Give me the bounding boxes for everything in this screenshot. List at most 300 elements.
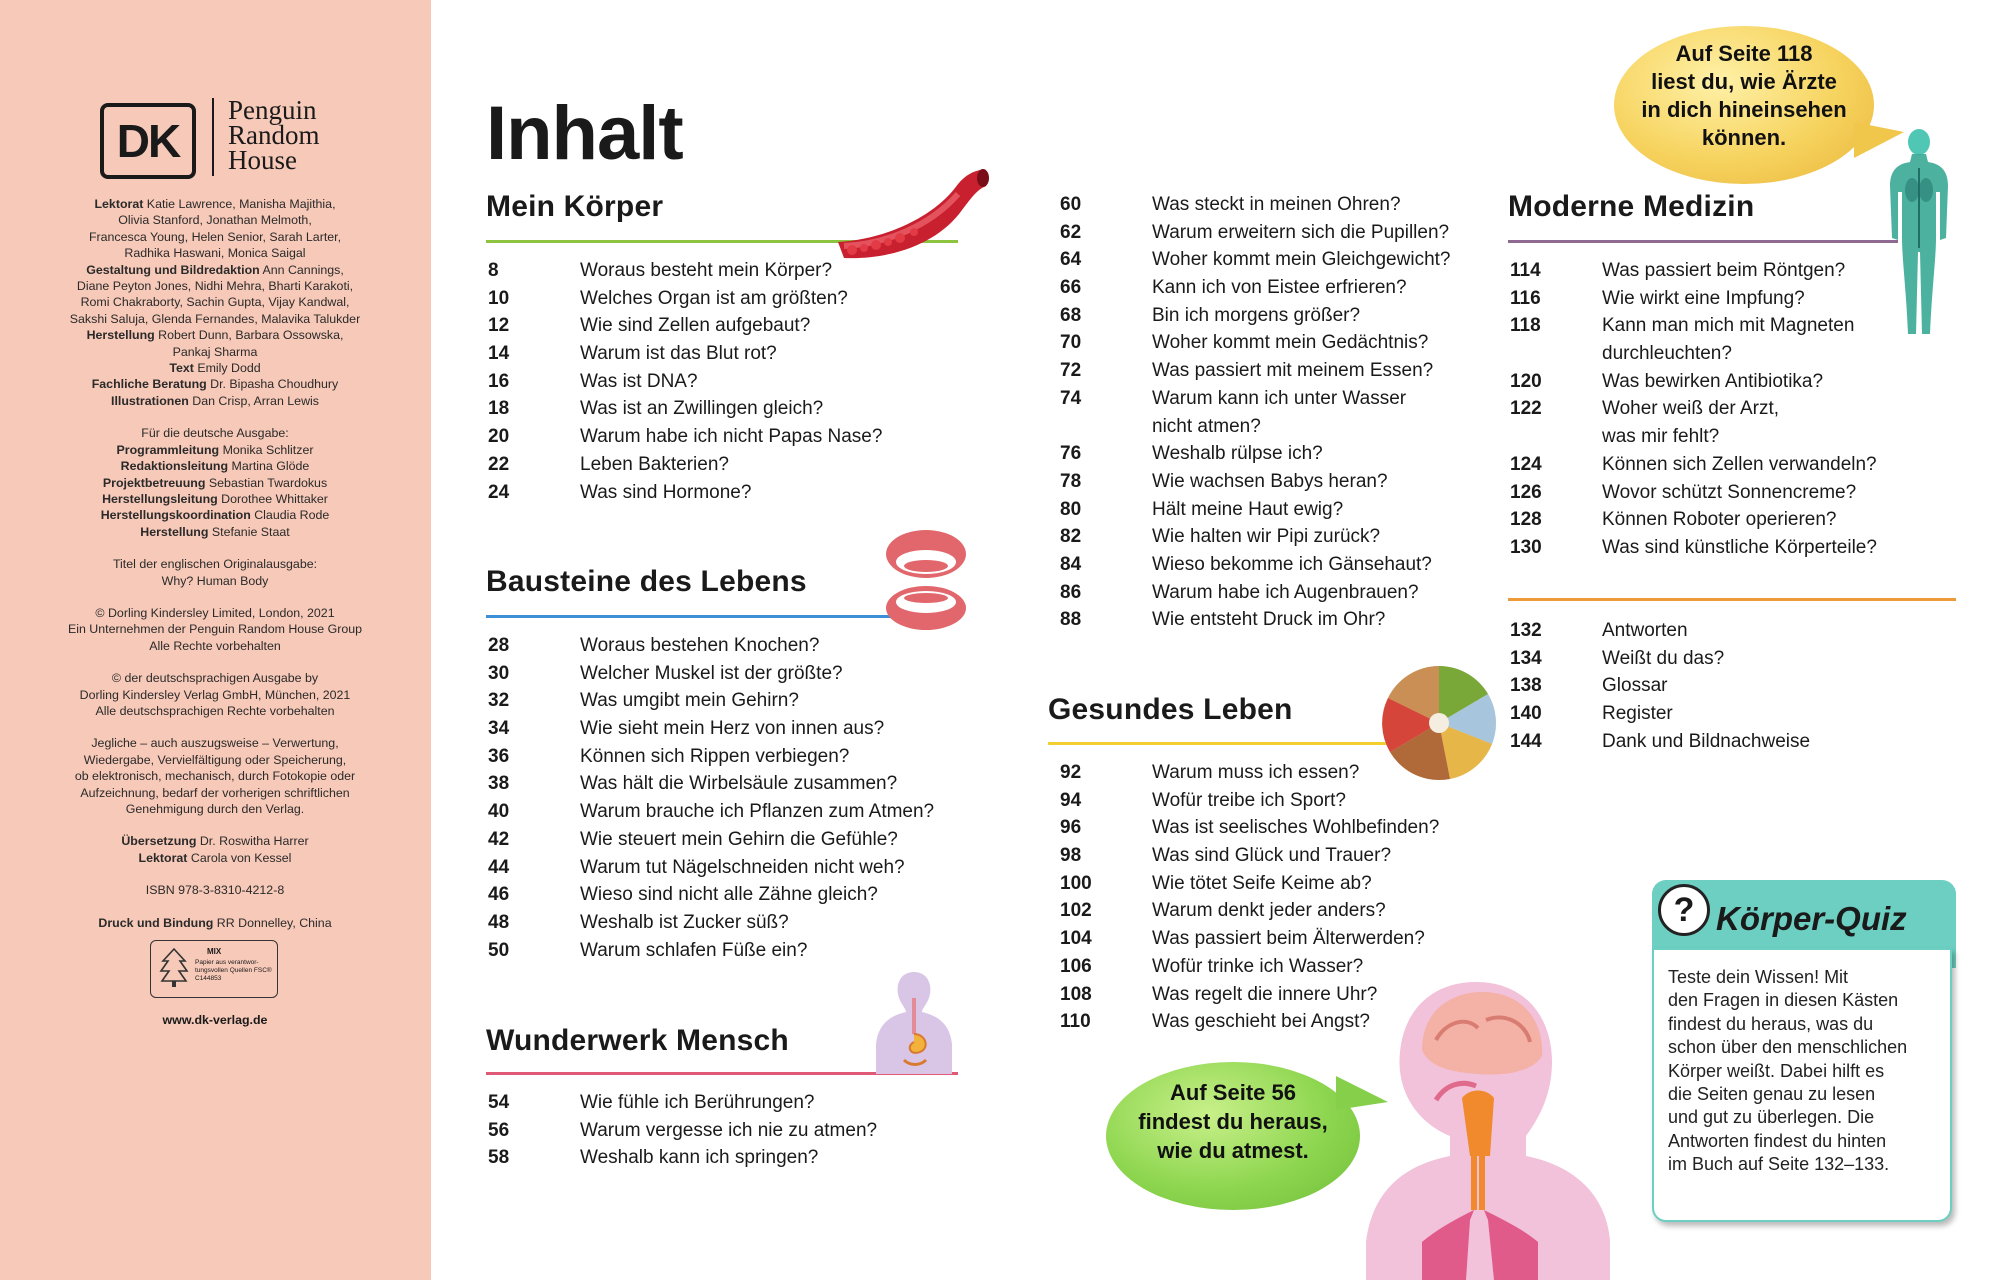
toc-entry-title: Können sich Zellen verwandeln? — [1602, 453, 1877, 475]
credit-names: Jegliche – auch auszugsweise – Verwertung, — [91, 736, 339, 751]
quiz-text-line: schon über den menschlichen — [1668, 1037, 1908, 1058]
toc-page-number: 34 — [488, 718, 510, 740]
credit-names: © der deutschsprachigen Ausgabe by — [111, 671, 319, 686]
credit-line — [40, 425, 390, 441]
toc-entry-title: Was bewirken Antibiotika? — [1602, 370, 1824, 392]
quiz-title: Körper-Quiz — [1716, 900, 1907, 937]
toc-entry-title: Wie wirkt eine Impfung? — [1602, 287, 1805, 309]
toc-entry[interactable] — [488, 690, 988, 718]
toc-entry[interactable] — [1510, 731, 1930, 759]
toc-entry-title: Wovor schützt Sonnencreme? — [1602, 481, 1857, 503]
toc-entry[interactable] — [1060, 277, 1500, 305]
fsc-tree-icon — [157, 945, 191, 991]
credit-names: © Dorling Kindersley Limited, London, 2021 — [95, 605, 335, 620]
toc-page-number: 50 — [488, 939, 510, 961]
credit-line — [40, 491, 390, 507]
toc-entry[interactable] — [1060, 817, 1500, 845]
toc-page-number: 48 — [488, 911, 510, 933]
toc-entry[interactable] — [488, 857, 988, 885]
credit-line — [40, 573, 390, 589]
toc-entry[interactable] — [488, 343, 988, 371]
credit-names: Francesca Young, Helen Senior, Sarah Larter, — [88, 229, 342, 244]
toc-page-number: 88 — [1060, 609, 1082, 631]
toc-entry-title: Wie entsteht Druck im Ohr? — [1152, 609, 1386, 631]
callout-bubble-page-56 — [1106, 1062, 1360, 1210]
bubble-line: liest du, wie Ärzte — [1651, 69, 1837, 94]
credit-line — [40, 801, 390, 817]
credit-role: Lektorat — [94, 197, 144, 211]
section-title-wunderwerk: Wunderwerk Mensch — [486, 1024, 789, 1057]
toc-entry-title: Was geschieht bei Angst? — [1152, 1011, 1370, 1033]
credit-names: RR Donnelley, China — [213, 915, 332, 930]
toc-entry[interactable] — [488, 829, 988, 857]
credit-role: Gestaltung und Bildredaktion — [86, 262, 260, 277]
toc-entry-title: Woher weiß der Arzt, — [1602, 398, 1780, 420]
toc-page-number: 42 — [488, 828, 510, 850]
credit-names: ob elektronisch, mechanisch, durch Fotokopie oder — [74, 769, 356, 784]
toc-entry-title: Was steckt in meinen Ohren? — [1152, 194, 1401, 215]
fsc-text: Papier aus verantwor-tungsvollen Quellen FSC® C144853 — [195, 959, 272, 982]
credit-line — [40, 850, 390, 866]
toc-entry-title: Wie halten wir Pipi zurück? — [1152, 526, 1381, 548]
toc-entry[interactable] — [488, 718, 988, 746]
toc-entry[interactable] — [488, 482, 988, 510]
toc-page-number: 96 — [1060, 817, 1082, 839]
bubble-line: Auf Seite 118 — [1675, 41, 1813, 66]
toc-page-number: 120 — [1510, 370, 1542, 392]
credit-role: Fachliche Beratung — [91, 377, 207, 392]
quiz-text-line: den Fragen in diesen Kästen — [1668, 990, 1899, 1011]
toc-page-number: 76 — [1060, 443, 1082, 465]
credit-names: Olivia Stanford, Jonathan Melmoth, — [118, 213, 312, 228]
toc-page-number: 14 — [488, 343, 510, 365]
toc-entry-title: Was ist DNA? — [580, 370, 698, 392]
credit-gap — [40, 409, 390, 425]
toc-list-bausteine — [488, 635, 988, 967]
toc-entry[interactable] — [1060, 554, 1500, 582]
toc-entry-title: Woraus besteht mein Körper? — [580, 260, 833, 281]
credit-role: Projektbetreuung — [102, 475, 206, 490]
page-title: Inhalt — [486, 91, 683, 176]
toc-page-number: 128 — [1510, 509, 1542, 531]
credits-panel — [0, 0, 431, 1280]
toc-entry[interactable] — [1510, 288, 1930, 316]
credit-line — [40, 196, 390, 212]
toc-entry[interactable] — [488, 746, 988, 774]
callout-bubble-page-118 — [1614, 26, 1874, 184]
credit-names: Pankaj Sharma — [172, 344, 258, 359]
credit-line — [40, 621, 390, 637]
toc-list-wunderwerk-continued — [1060, 194, 1500, 637]
credit-role: Herstellung — [140, 524, 209, 539]
website-link[interactable]: www.dk-verlag.de — [162, 1013, 268, 1027]
toc-entry[interactable] — [488, 288, 988, 316]
credit-names: Why? Human Body — [161, 573, 269, 588]
toc-entry[interactable] — [1510, 315, 1930, 370]
toc-page-number: 106 — [1060, 955, 1092, 977]
credit-names: Genehmigung durch den Verlag. — [125, 802, 305, 816]
credit-line — [40, 605, 390, 621]
toc-entry-title: Antworten — [1602, 620, 1688, 641]
toc-entry[interactable] — [1060, 499, 1500, 527]
credit-names: Dorling Kindersley Verlag GmbH, München, 2021 — [79, 687, 351, 702]
toc-entry-title: Bin ich morgens größer? — [1152, 304, 1361, 326]
toc-entry-title: Warum kann ich unter Wasser — [1152, 387, 1407, 409]
toc-entry-title: Warum schlafen Füße ein? — [580, 939, 808, 961]
credit-gap — [40, 866, 390, 882]
toc-entry[interactable] — [488, 426, 988, 454]
toc-page-number: 82 — [1060, 526, 1082, 548]
toc-entry-title: Welches Organ ist am größten? — [580, 287, 848, 309]
credit-line — [40, 638, 390, 654]
toc-entry[interactable] — [1510, 675, 1930, 703]
toc-entry[interactable] — [1060, 928, 1500, 956]
section-rule-gesundes-leben — [1048, 742, 1388, 745]
credit-line — [40, 882, 390, 898]
credit-role: Übersetzung — [121, 834, 197, 849]
toc-entry-title: Wofür treibe ich Sport? — [1152, 789, 1346, 811]
toc-page-number: 24 — [488, 481, 510, 503]
toc-entry-title: Weißt du das? — [1602, 647, 1725, 669]
toc-page-number: 58 — [488, 1147, 510, 1169]
credit-line — [40, 670, 390, 686]
credit-line — [40, 735, 390, 751]
credit-names: Dan Crisp, Arran Lewis — [188, 393, 319, 408]
toc-page-number: 72 — [1060, 360, 1082, 382]
credit-names: Wiedergabe, Vervielfältigung oder Speicherung, — [83, 752, 347, 767]
xray-body-illustration — [1886, 128, 1952, 338]
toc-page-number: 138 — [1510, 675, 1542, 697]
quiz-body — [1652, 948, 1952, 1222]
toc-entry[interactable] — [1510, 620, 1930, 648]
toc-entry[interactable] — [1510, 509, 1930, 537]
credit-line — [40, 262, 390, 278]
credit-line — [40, 475, 390, 491]
toc-page-number: 130 — [1510, 536, 1542, 558]
credit-line — [40, 703, 390, 719]
toc-entry-title: Können Roboter operieren? — [1602, 509, 1837, 531]
credit-line — [40, 376, 390, 392]
toc-entry-title: Wie sind Zellen aufgebaut? — [580, 315, 811, 337]
credit-names: Carola von Kessel — [187, 850, 292, 865]
toc-entry[interactable] — [488, 1092, 988, 1120]
credit-line — [40, 294, 390, 310]
credit-role: Programmleitung — [116, 442, 220, 457]
toc-entry[interactable] — [1060, 582, 1500, 610]
toc-page-number: 38 — [488, 773, 510, 795]
toc-list-anhang — [1510, 620, 1930, 758]
credit-names: Sakshi Saluja, Glenda Fernandes, Malavika Talukder — [69, 311, 361, 326]
toc-entry-title: Können sich Rippen verbiegen? — [580, 745, 850, 767]
section-title-moderne-medizin: Moderne Medizin — [1508, 190, 1755, 223]
toc-entry[interactable] — [488, 912, 988, 940]
toc-page-number: 8 — [488, 260, 499, 281]
toc-page-number: 108 — [1060, 983, 1092, 1005]
toc-entry-title: Wie tötet Seife Keime ab? — [1152, 872, 1372, 894]
toc-page-number: 102 — [1060, 900, 1092, 922]
toc-entry-title: Wie wachsen Babys heran? — [1152, 470, 1388, 492]
credit-names: Dorothee Whittaker — [217, 491, 328, 506]
toc-entry[interactable] — [1510, 371, 1930, 399]
credit-role: Lektorat — [138, 850, 188, 865]
credit-role: Druck und Bindung — [98, 915, 214, 930]
credit-gap — [40, 654, 390, 670]
blood-vessel-illustration — [830, 160, 990, 260]
bubble-tail — [1336, 1076, 1388, 1110]
credit-line — [40, 687, 390, 703]
toc-page-number: 62 — [1060, 221, 1082, 243]
toc-entry[interactable] — [1060, 194, 1500, 222]
toc-page-number: 40 — [488, 801, 510, 823]
toc-entry-title: Was passiert beim Röntgen? — [1602, 260, 1846, 281]
toc-entry-title: Woher kommt mein Gedächtnis? — [1152, 332, 1429, 354]
toc-entry[interactable] — [1060, 526, 1500, 554]
toc-entry-title: Was sind künstliche Körperteile? — [1602, 536, 1877, 558]
toc-entry-title: Wofür trinke ich Wasser? — [1152, 955, 1364, 977]
toc-entry-title: Weshalb ist Zucker süß? — [580, 911, 789, 933]
credit-names: Diane Peyton Jones, Nidhi Mehra, Bharti Karakoti, — [76, 279, 354, 294]
credit-role: Herstellungskoordination — [100, 508, 251, 523]
toc-page-number: 134 — [1510, 647, 1542, 669]
toc-page-number: 86 — [1060, 581, 1082, 603]
credit-line — [40, 393, 390, 409]
toc-entry-title: Warum brauche ich Pflanzen zum Atmen? — [580, 801, 935, 823]
credit-role: Redaktionsleitung — [120, 459, 229, 474]
publisher-logo — [100, 95, 340, 178]
toc-entry[interactable] — [1060, 443, 1500, 471]
toc-page-number: 110 — [1060, 1011, 1091, 1033]
toc-page-number: 98 — [1060, 845, 1082, 867]
credit-names: Für die deutsche Ausgabe: — [141, 426, 289, 441]
toc-entry-title: Was sind Hormone? — [580, 481, 752, 503]
toc-entry-title: Wieso sind nicht alle Zähne gleich? — [580, 884, 878, 906]
toc-page-number: 20 — [488, 426, 510, 448]
toc-entry[interactable] — [1060, 249, 1500, 277]
bubble-line: Auf Seite 56 — [1170, 1080, 1296, 1105]
quiz-text-line: und gut zu überlegen. Die — [1668, 1107, 1875, 1128]
toc-entry-title: Warum vergesse ich nie zu atmen? — [580, 1119, 878, 1141]
toc-page-number: 104 — [1060, 928, 1092, 950]
toc-entry[interactable] — [488, 635, 988, 663]
toc-entry[interactable] — [1060, 845, 1500, 873]
teeth-illustration — [884, 528, 968, 632]
toc-entry-title: Wie fühle ich Berührungen? — [580, 1092, 815, 1113]
toc-entry[interactable] — [488, 398, 988, 426]
credit-line — [40, 360, 390, 376]
toc-page-number: 132 — [1510, 620, 1542, 641]
toc-entry-title: Glossar — [1602, 675, 1668, 697]
credit-names: Sebastian Twardokus — [205, 475, 328, 490]
toc-entry-title: Was ist seelisches Wohlbefinden? — [1152, 817, 1440, 839]
credit-gap — [40, 817, 390, 833]
toc-entry[interactable] — [488, 884, 988, 912]
prh-logo-text — [228, 95, 320, 175]
toc-entry[interactable] — [1060, 609, 1500, 637]
credit-line — [40, 311, 390, 327]
toc-page-number: 44 — [488, 856, 510, 878]
credit-gap — [40, 589, 390, 605]
credit-names: Ein Unternehmen der Penguin Random House Group — [67, 622, 363, 637]
credit-names: Robert Dunn, Barbara Ossowska, — [154, 328, 344, 343]
credit-names: Claudia Rode — [250, 508, 330, 523]
toc-entry[interactable] — [488, 260, 988, 288]
toc-entry-title: Was ist an Zwillingen gleich? — [580, 398, 824, 420]
bubble-tail — [1854, 122, 1904, 158]
credit-names: Romi Chakraborty, Sachin Gupta, Vijay Kandwal, — [80, 295, 350, 310]
toc-page-number: 144 — [1510, 730, 1542, 752]
toc-entry-title: Weshalb rülpse ich? — [1152, 443, 1323, 465]
toc-list-moderne-medizin — [1510, 260, 1930, 565]
quiz-text-line: im Buch auf Seite 132–133. — [1668, 1154, 1890, 1175]
credit-line — [40, 752, 390, 768]
toc-page-number: 114 — [1510, 260, 1541, 281]
credit-names: Radhika Haswani, Monica Saigal — [124, 246, 306, 261]
toc-entry-title: Hält meine Haut ewig? — [1152, 498, 1344, 520]
toc-page-number: 46 — [488, 884, 510, 906]
toc-entry[interactable] — [488, 1147, 988, 1175]
toc-page-number: 54 — [488, 1092, 510, 1113]
credit-line — [40, 212, 390, 228]
toc-entry-title: Weshalb kann ich springen? — [580, 1147, 819, 1169]
toc-page-number: 28 — [488, 635, 510, 656]
toc-entry-title: Woraus bestehen Knochen? — [580, 635, 820, 656]
toc-page-number: 140 — [1510, 703, 1542, 725]
toc-page-number: 92 — [1060, 762, 1082, 783]
credit-names: Stefanie Staat — [208, 524, 290, 539]
quiz-box — [1652, 880, 1956, 1232]
toc-entry[interactable] — [488, 801, 988, 829]
credit-line — [40, 344, 390, 360]
toc-entry[interactable] — [488, 315, 988, 343]
toc-entry[interactable] — [1060, 790, 1500, 818]
quiz-text-line: die Seiten genau zu lesen — [1668, 1084, 1876, 1105]
toc-entry[interactable] — [1060, 388, 1500, 443]
toc-page-number: 116 — [1510, 287, 1541, 309]
toc-page-number: 84 — [1060, 553, 1082, 575]
toc-page-number: 74 — [1060, 387, 1082, 409]
credit-names: Emily Dodd — [193, 361, 261, 376]
toc-page-number: 32 — [488, 690, 510, 712]
toc-entry-title: Woher kommt mein Gleichgewicht? — [1152, 249, 1451, 271]
digestive-body-illustration — [874, 968, 954, 1074]
prh-line: Penguin — [228, 95, 317, 125]
toc-entry-title: Warum habe ich nicht Papas Nase? — [580, 426, 883, 448]
toc-entry-title: Was umgibt mein Gehirn? — [580, 690, 799, 712]
toc-entry[interactable] — [1060, 873, 1500, 901]
toc-entry-title: Register — [1602, 703, 1673, 725]
toc-entry[interactable] — [488, 454, 988, 482]
credit-gap — [40, 719, 390, 735]
toc-entry[interactable] — [488, 940, 988, 968]
credit-role: Herstellung — [86, 328, 155, 343]
toc-entry-title: Warum muss ich essen? — [1152, 762, 1360, 783]
credit-names: Martina Glöde — [228, 459, 310, 474]
section-title-gesundes-leben: Gesundes Leben — [1048, 693, 1293, 726]
toc-entry[interactable] — [1060, 360, 1500, 388]
toc-page-number: 60 — [1060, 194, 1082, 215]
section-rule-anhang — [1508, 598, 1956, 601]
section-title-mein-koerper: Mein Körper — [486, 190, 664, 223]
toc-entry[interactable] — [1510, 703, 1930, 731]
toc-entry-title: Kann man mich mit Magneten — [1602, 315, 1855, 337]
credit-line — [40, 507, 390, 523]
credit-names: Ann Cannings, — [259, 262, 344, 277]
fsc-mix: MIX — [207, 947, 222, 956]
toc-entry[interactable] — [488, 1120, 988, 1148]
credit-names: Dr. Bipasha Choudhury — [206, 377, 339, 392]
toc-page-number: 56 — [488, 1119, 510, 1141]
toc-page-number: 70 — [1060, 332, 1082, 354]
bubble-line: in dich hineinsehen — [1641, 97, 1847, 122]
credit-role: Herstellungsleitung — [102, 491, 218, 506]
credit-names: Katie Lawrence, Manisha Majithia, — [143, 197, 336, 211]
toc-entry[interactable] — [488, 773, 988, 801]
toc-entry-title: Welcher Muskel ist der größte? — [580, 662, 843, 684]
toc-page-number: 78 — [1060, 470, 1082, 492]
credit-names: ISBN 978-3-8310-4212-8 — [145, 883, 285, 898]
toc-list-wunderwerk — [488, 1092, 988, 1175]
credit-names: Aufzeichnung, bedarf der vorherigen schriftlichen — [80, 785, 350, 800]
toc-page-number: 18 — [488, 398, 510, 420]
toc-entry-title-continued: durchleuchten? — [1602, 343, 1732, 365]
toc-entry[interactable] — [1060, 471, 1500, 499]
toc-page-number: 36 — [488, 745, 510, 767]
toc-entry-title: Leben Bakterien? — [580, 453, 729, 475]
toc-entry[interactable] — [488, 371, 988, 399]
credit-line — [40, 768, 390, 784]
toc-entry[interactable] — [488, 663, 988, 691]
toc-entry-title: Was passiert beim Älterwerden? — [1152, 928, 1425, 950]
toc-entry-title: Warum denkt jeder anders? — [1152, 900, 1386, 922]
toc-entry-title: Was passiert mit meinem Essen? — [1152, 360, 1434, 382]
toc-entry[interactable] — [1510, 482, 1930, 510]
toc-entry[interactable] — [1510, 454, 1930, 482]
toc-entry-title: Warum ist das Blut rot? — [580, 343, 777, 365]
toc-entry[interactable] — [1060, 222, 1500, 250]
toc-entry[interactable] — [1060, 900, 1500, 928]
section-rule-moderne-medizin — [1508, 240, 1898, 243]
toc-entry-title: Warum tut Nägelschneiden nicht weh? — [580, 856, 905, 878]
toc-entry[interactable] — [1510, 260, 1930, 288]
toc-entry[interactable] — [1060, 332, 1500, 360]
toc-page-number: 10 — [488, 287, 510, 309]
toc-entry[interactable] — [1510, 398, 1930, 453]
toc-entry-title: Wieso bekomme ich Gänsehaut? — [1152, 553, 1432, 575]
credit-line — [40, 229, 390, 245]
bubble-line: findest du heraus, — [1138, 1109, 1328, 1134]
toc-entry-title: Dank und Bildnachweise — [1602, 730, 1811, 752]
respiratory-body-illustration — [1366, 980, 1610, 1280]
toc-page-number: 16 — [488, 370, 510, 392]
toc-page-number: 124 — [1510, 453, 1542, 475]
fsc-label — [150, 940, 278, 998]
toc-page-number: 66 — [1060, 277, 1082, 299]
toc-page-number: 122 — [1510, 398, 1542, 420]
credit-line — [40, 915, 390, 931]
toc-page-number: 80 — [1060, 498, 1082, 520]
credit-role: Text — [169, 361, 194, 376]
credit-role: Illustrationen — [111, 393, 189, 408]
quiz-text-line: Körper weißt. Dabei hilft es — [1668, 1060, 1885, 1081]
toc-entry[interactable] — [1510, 648, 1930, 676]
toc-entry-title: Wie steuert mein Gehirn die Gefühle? — [580, 828, 898, 850]
toc-entry[interactable] — [1510, 537, 1930, 565]
toc-page-number: 22 — [488, 453, 510, 475]
toc-entry-title-continued: nicht atmen? — [1152, 415, 1261, 437]
section-rule-bausteine — [486, 615, 898, 618]
toc-entry[interactable] — [1060, 305, 1500, 333]
prh-line: House — [228, 145, 297, 175]
